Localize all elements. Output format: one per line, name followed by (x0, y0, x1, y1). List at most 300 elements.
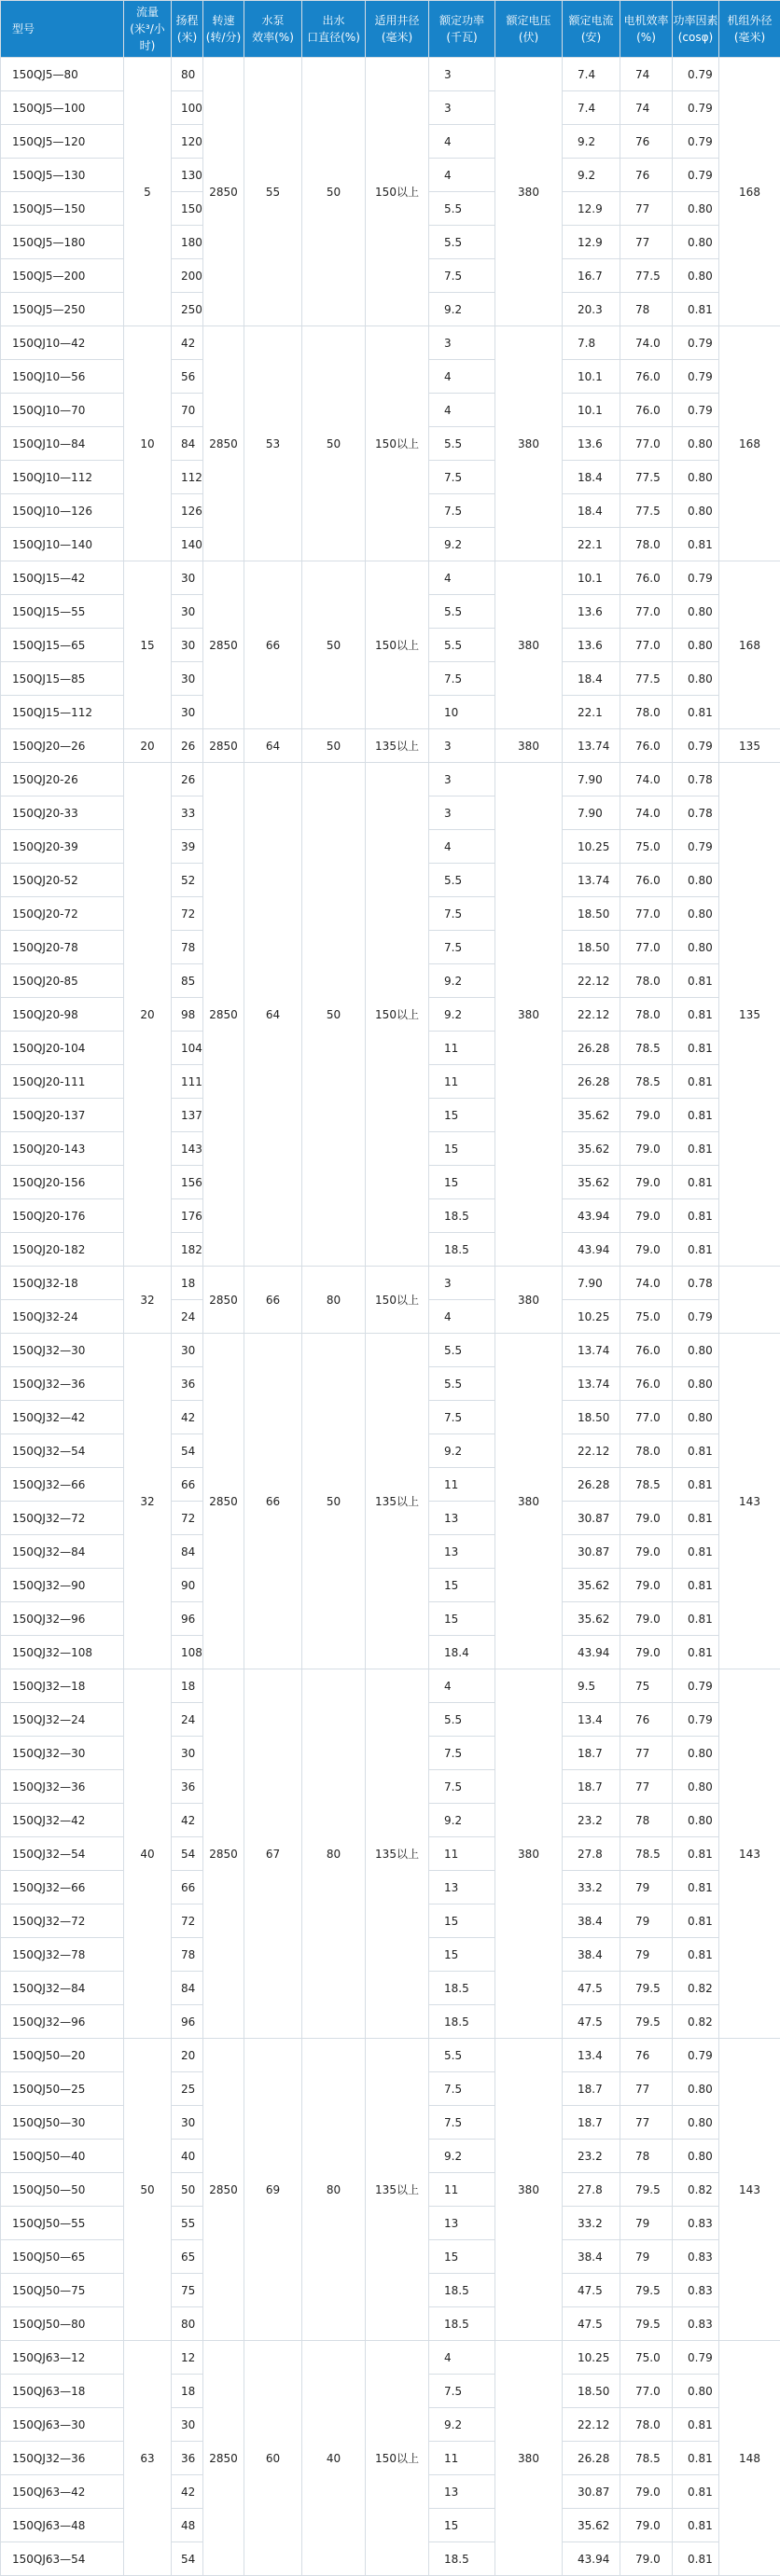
rated-current-cell: 26.28 (563, 1032, 620, 1065)
header-power-factor (673, 1, 719, 58)
table-row (1, 58, 780, 91)
rated-power-cell: 9.2 (429, 1434, 495, 1468)
model-cell: 150QJ32—30 (1, 1334, 124, 1367)
rated-power-cell: 9.2 (429, 528, 495, 561)
speed-cell: 2850 (203, 729, 244, 763)
rated-current-cell: 22.1 (563, 528, 620, 561)
motor-efficiency-cell: 78.5 (620, 1837, 673, 1871)
rated-current-cell: 18.4 (563, 662, 620, 696)
head-cell: 30 (172, 595, 203, 629)
motor-efficiency-cell: 77.5 (620, 461, 673, 494)
power-factor-cell: 0.81 (673, 1502, 719, 1535)
rated-power-cell: 13 (429, 1502, 495, 1535)
head-cell: 150 (172, 192, 203, 226)
rated-current-cell: 7.90 (563, 1267, 620, 1300)
rated-power-cell: 11 (429, 2442, 495, 2475)
power-factor-cell: 0.83 (673, 2207, 719, 2240)
pump-efficiency-cell: 67 (244, 1669, 302, 2039)
rated-power-cell: 7.5 (429, 2072, 495, 2106)
rated-power-cell: 4 (429, 1669, 495, 1703)
motor-efficiency-cell: 78.0 (620, 998, 673, 1032)
outer-diameter-cell: 135 (719, 729, 780, 763)
motor-efficiency-cell: 76 (620, 159, 673, 192)
head-cell: 104 (172, 1032, 203, 1065)
rated-power-cell: 15 (429, 1602, 495, 1636)
model-cell: 150QJ20-39 (1, 830, 124, 864)
motor-efficiency-cell: 78.0 (620, 1434, 673, 1468)
head-cell: 18 (172, 1669, 203, 1703)
head-cell: 36 (172, 2442, 203, 2475)
rated-current-cell: 38.4 (563, 1904, 620, 1938)
rated-current-cell: 43.94 (563, 1636, 620, 1669)
head-cell: 55 (172, 2207, 203, 2240)
rated-power-cell: 9.2 (429, 2140, 495, 2173)
power-factor-cell: 0.81 (673, 1569, 719, 1602)
power-factor-cell: 0.80 (673, 1367, 719, 1401)
speed-cell: 2850 (203, 1334, 244, 1669)
power-factor-cell: 0.80 (673, 259, 719, 293)
power-factor-cell: 0.81 (673, 1468, 719, 1502)
power-factor-cell: 0.78 (673, 796, 719, 830)
motor-efficiency-cell: 74.0 (620, 1267, 673, 1300)
model-cell: 150QJ32—78 (1, 1938, 124, 1972)
power-factor-cell: 0.81 (673, 1166, 719, 1199)
motor-efficiency-cell: 77 (620, 1770, 673, 1804)
head-cell: 80 (172, 2307, 203, 2341)
rated-power-cell: 11 (429, 1837, 495, 1871)
motor-efficiency-cell: 77 (620, 226, 673, 259)
rated-voltage-cell: 380 (495, 2341, 563, 2576)
model-cell: 150QJ50—25 (1, 2072, 124, 2106)
well-diameter-cell: 150以上 (366, 763, 429, 1267)
motor-efficiency-cell: 78.5 (620, 1468, 673, 1502)
rated-power-cell: 18.5 (429, 2542, 495, 2576)
rated-power-cell: 7.5 (429, 1737, 495, 1770)
motor-efficiency-cell: 75.0 (620, 2341, 673, 2375)
header-flow (124, 1, 172, 58)
power-factor-cell: 0.81 (673, 2408, 719, 2442)
head-cell: 126 (172, 494, 203, 528)
head-cell: 100 (172, 91, 203, 125)
rated-power-cell: 7.5 (429, 662, 495, 696)
power-factor-cell: 0.78 (673, 1267, 719, 1300)
head-cell: 50 (172, 2173, 203, 2207)
model-cell: 150QJ32—36 (1, 1367, 124, 1401)
rated-power-cell: 15 (429, 1099, 495, 1132)
motor-efficiency-cell: 79.0 (620, 1233, 673, 1267)
power-factor-cell: 0.81 (673, 1065, 719, 1099)
model-cell: 150QJ5—130 (1, 159, 124, 192)
model-cell: 150QJ20-52 (1, 864, 124, 897)
rated-power-cell: 18.5 (429, 1972, 495, 2005)
motor-efficiency-cell: 77 (620, 2072, 673, 2106)
motor-efficiency-cell: 79.0 (620, 1166, 673, 1199)
table-row (1, 1669, 780, 1703)
head-cell: 30 (172, 662, 203, 696)
rated-power-cell: 5.5 (429, 1367, 495, 1401)
header-well-diameter-line1: 适用井径 (374, 14, 419, 27)
outlet-diameter-cell: 80 (302, 2039, 366, 2341)
motor-efficiency-cell: 78.5 (620, 1065, 673, 1099)
rated-power-cell: 5.5 (429, 864, 495, 897)
well-diameter-cell: 150以上 (366, 326, 429, 561)
power-factor-cell: 0.82 (673, 1972, 719, 2005)
rated-current-cell: 18.50 (563, 931, 620, 964)
motor-efficiency-cell: 79.0 (620, 2475, 673, 2509)
power-factor-cell: 0.80 (673, 1804, 719, 1837)
power-factor-cell: 0.81 (673, 1938, 719, 1972)
model-cell: 150QJ63—18 (1, 2375, 124, 2408)
rated-current-cell: 27.8 (563, 2173, 620, 2207)
head-cell: 120 (172, 125, 203, 159)
rated-voltage-cell: 380 (495, 1669, 563, 2039)
rated-power-cell: 13 (429, 1535, 495, 1569)
header-rated-current-line1: 额定电流 (568, 14, 613, 27)
header-outlet-diameter-line2: 口直径(%) (307, 31, 360, 44)
speed-cell: 2850 (203, 58, 244, 326)
head-cell: 20 (172, 2039, 203, 2072)
power-factor-cell: 0.81 (673, 1837, 719, 1871)
head-cell: 200 (172, 259, 203, 293)
rated-power-cell: 9.2 (429, 2408, 495, 2442)
rated-current-cell: 35.62 (563, 2509, 620, 2542)
rated-voltage-cell: 380 (495, 2039, 563, 2341)
rated-power-cell: 3 (429, 58, 495, 91)
well-diameter-cell: 135以上 (366, 729, 429, 763)
rated-current-cell: 18.50 (563, 897, 620, 931)
rated-current-cell: 9.5 (563, 1669, 620, 1703)
power-factor-cell: 0.80 (673, 461, 719, 494)
power-factor-cell: 0.79 (673, 125, 719, 159)
rated-power-cell: 7.5 (429, 494, 495, 528)
model-cell: 150QJ20-182 (1, 1233, 124, 1267)
head-cell: 84 (172, 427, 203, 461)
rated-current-cell: 13.6 (563, 595, 620, 629)
head-cell: 42 (172, 1401, 203, 1434)
motor-efficiency-cell: 76 (620, 2039, 673, 2072)
header-head-line1: 扬程 (175, 14, 198, 27)
rated-current-cell: 43.94 (563, 2542, 620, 2576)
well-diameter-cell: 135以上 (366, 1334, 429, 1669)
rated-current-cell: 12.9 (563, 226, 620, 259)
rated-current-cell: 43.94 (563, 1199, 620, 1233)
power-factor-cell: 0.81 (673, 1636, 719, 1669)
rated-power-cell: 7.5 (429, 1770, 495, 1804)
rated-voltage-cell: 380 (495, 763, 563, 1267)
motor-efficiency-cell: 77.0 (620, 897, 673, 931)
model-cell: 150QJ5—250 (1, 293, 124, 326)
rated-current-cell: 10.25 (563, 1300, 620, 1334)
motor-efficiency-cell: 79.0 (620, 1502, 673, 1535)
header-motor-efficiency-line2: (%) (636, 31, 656, 44)
model-cell: 150QJ32—36 (1, 2442, 124, 2475)
rated-current-cell: 38.4 (563, 2240, 620, 2274)
motor-efficiency-cell: 76.0 (620, 561, 673, 595)
head-cell: 40 (172, 2140, 203, 2173)
motor-efficiency-cell: 79 (620, 2240, 673, 2274)
outer-diameter-cell: 135 (719, 763, 780, 1267)
head-cell: 90 (172, 1569, 203, 1602)
outlet-diameter-cell: 50 (302, 58, 366, 326)
power-factor-cell: 0.79 (673, 2039, 719, 2072)
model-cell: 150QJ32—90 (1, 1569, 124, 1602)
motor-efficiency-cell: 77.5 (620, 259, 673, 293)
outlet-diameter-cell: 40 (302, 2341, 366, 2576)
model-cell: 150QJ20-26 (1, 763, 124, 796)
model-cell: 150QJ20-137 (1, 1099, 124, 1132)
header-head (172, 1, 203, 58)
speed-cell: 2850 (203, 1669, 244, 2039)
head-cell: 84 (172, 1972, 203, 2005)
motor-efficiency-cell: 78 (620, 1804, 673, 1837)
head-cell: 54 (172, 2542, 203, 2576)
header-well-diameter (366, 1, 429, 58)
table-row (1, 1334, 780, 1367)
head-cell: 39 (172, 830, 203, 864)
head-cell: 182 (172, 1233, 203, 1267)
power-factor-cell: 0.79 (673, 561, 719, 595)
table-body (1, 58, 780, 2576)
rated-power-cell: 4 (429, 561, 495, 595)
motor-efficiency-cell: 79.5 (620, 2307, 673, 2341)
rated-current-cell: 38.4 (563, 1938, 620, 1972)
rated-power-cell: 5.5 (429, 192, 495, 226)
rated-power-cell: 5.5 (429, 427, 495, 461)
motor-efficiency-cell: 79.0 (620, 1132, 673, 1166)
motor-efficiency-cell: 79 (620, 1871, 673, 1904)
rated-current-cell: 9.2 (563, 125, 620, 159)
model-cell: 150QJ32—54 (1, 1837, 124, 1871)
power-factor-cell: 0.81 (673, 2442, 719, 2475)
motor-efficiency-cell: 74.0 (620, 796, 673, 830)
outlet-diameter-cell: 50 (302, 1334, 366, 1669)
well-diameter-cell: 150以上 (366, 1267, 429, 1334)
rated-current-cell: 7.4 (563, 91, 620, 125)
header-head-line2: (米) (177, 31, 197, 44)
model-cell: 150QJ50—80 (1, 2307, 124, 2341)
power-factor-cell: 0.81 (673, 1032, 719, 1065)
power-factor-cell: 0.78 (673, 763, 719, 796)
rated-current-cell: 13.6 (563, 629, 620, 662)
rated-current-cell: 35.62 (563, 1166, 620, 1199)
motor-efficiency-cell: 74.0 (620, 326, 673, 360)
head-cell: 111 (172, 1065, 203, 1099)
power-factor-cell: 0.80 (673, 2072, 719, 2106)
outlet-diameter-cell: 50 (302, 729, 366, 763)
rated-power-cell: 18.5 (429, 2307, 495, 2341)
rated-current-cell: 13.74 (563, 864, 620, 897)
header-speed-line2: (转/分) (206, 31, 241, 44)
power-factor-cell: 0.79 (673, 1703, 719, 1737)
power-factor-cell: 0.81 (673, 1535, 719, 1569)
motor-efficiency-cell: 77.0 (620, 629, 673, 662)
head-cell: 137 (172, 1099, 203, 1132)
power-factor-cell: 0.82 (673, 2005, 719, 2039)
head-cell: 250 (172, 293, 203, 326)
header-pump-efficiency (244, 1, 302, 58)
outer-diameter-cell: 143 (719, 1334, 780, 1669)
model-cell: 150QJ20-111 (1, 1065, 124, 1099)
model-cell: 150QJ32—72 (1, 1904, 124, 1938)
header-rated-power-line2: (千瓦) (446, 31, 477, 44)
model-cell: 150QJ50—30 (1, 2106, 124, 2140)
well-diameter-cell: 150以上 (366, 561, 429, 729)
rated-current-cell: 10.1 (563, 360, 620, 394)
motor-efficiency-cell: 77 (620, 192, 673, 226)
rated-power-cell: 10 (429, 696, 495, 729)
head-cell: 36 (172, 1770, 203, 1804)
rated-power-cell: 15 (429, 1904, 495, 1938)
rated-current-cell: 13.74 (563, 1367, 620, 1401)
rated-power-cell: 11 (429, 2173, 495, 2207)
rated-current-cell: 43.94 (563, 1233, 620, 1267)
power-factor-cell: 0.80 (673, 1401, 719, 1434)
rated-power-cell: 13 (429, 2475, 495, 2509)
speed-cell: 2850 (203, 2039, 244, 2341)
model-cell: 150QJ50—20 (1, 2039, 124, 2072)
table-row (1, 2039, 780, 2072)
well-diameter-cell: 135以上 (366, 2039, 429, 2341)
motor-efficiency-cell: 75.0 (620, 830, 673, 864)
power-factor-cell: 0.81 (673, 1904, 719, 1938)
rated-power-cell: 4 (429, 2341, 495, 2375)
rated-power-cell: 7.5 (429, 461, 495, 494)
rated-current-cell: 47.5 (563, 2307, 620, 2341)
model-cell: 150QJ63—54 (1, 2542, 124, 2576)
motor-efficiency-cell: 76.0 (620, 360, 673, 394)
power-factor-cell: 0.80 (673, 662, 719, 696)
head-cell: 66 (172, 1871, 203, 1904)
power-factor-cell: 0.83 (673, 2274, 719, 2307)
head-cell: 72 (172, 1904, 203, 1938)
power-factor-cell: 0.81 (673, 1602, 719, 1636)
motor-efficiency-cell: 79.0 (620, 1099, 673, 1132)
rated-power-cell: 9.2 (429, 293, 495, 326)
head-cell: 30 (172, 2106, 203, 2140)
rated-current-cell: 13.4 (563, 2039, 620, 2072)
rated-power-cell: 13 (429, 1871, 495, 1904)
head-cell: 176 (172, 1199, 203, 1233)
rated-current-cell: 18.4 (563, 461, 620, 494)
rated-power-cell: 7.5 (429, 259, 495, 293)
motor-efficiency-cell: 78.0 (620, 696, 673, 729)
power-factor-cell: 0.80 (673, 595, 719, 629)
power-factor-cell: 0.81 (673, 2475, 719, 2509)
power-factor-cell: 0.79 (673, 159, 719, 192)
flow-cell: 32 (124, 1267, 172, 1334)
head-cell: 26 (172, 763, 203, 796)
motor-efficiency-cell: 79.5 (620, 1972, 673, 2005)
head-cell: 30 (172, 561, 203, 595)
rated-current-cell: 13.6 (563, 427, 620, 461)
power-factor-cell: 0.81 (673, 1099, 719, 1132)
motor-efficiency-cell: 76.0 (620, 1334, 673, 1367)
motor-efficiency-cell: 77.0 (620, 2375, 673, 2408)
rated-current-cell: 10.1 (563, 394, 620, 427)
rated-current-cell: 7.8 (563, 326, 620, 360)
model-cell: 150QJ32—96 (1, 1602, 124, 1636)
rated-power-cell: 9.2 (429, 998, 495, 1032)
motor-efficiency-cell: 77 (620, 2106, 673, 2140)
rated-power-cell: 11 (429, 1468, 495, 1502)
motor-efficiency-cell: 75.0 (620, 1300, 673, 1334)
head-cell: 26 (172, 729, 203, 763)
model-cell: 150QJ32—42 (1, 1804, 124, 1837)
rated-current-cell: 35.62 (563, 1099, 620, 1132)
motor-efficiency-cell: 78.0 (620, 528, 673, 561)
header-rated-power-line1: 额定功率 (439, 14, 484, 27)
model-cell: 150QJ32—66 (1, 1468, 124, 1502)
power-factor-cell: 0.80 (673, 1334, 719, 1367)
head-cell: 52 (172, 864, 203, 897)
motor-efficiency-cell: 79 (620, 1904, 673, 1938)
power-factor-cell: 0.80 (673, 1737, 719, 1770)
model-cell: 150QJ15—55 (1, 595, 124, 629)
rated-current-cell: 47.5 (563, 2005, 620, 2039)
rated-current-cell: 26.28 (563, 2442, 620, 2475)
model-cell: 150QJ10—126 (1, 494, 124, 528)
rated-current-cell: 13.74 (563, 1334, 620, 1367)
rated-power-cell: 5.5 (429, 629, 495, 662)
power-factor-cell: 0.79 (673, 729, 719, 763)
rated-current-cell: 18.7 (563, 1737, 620, 1770)
header-pump-efficiency-line1: 水泵 (261, 14, 284, 27)
rated-current-cell: 7.4 (563, 58, 620, 91)
header-rated-voltage-line1: 额定电压 (506, 14, 550, 27)
head-cell: 143 (172, 1132, 203, 1166)
model-cell: 150QJ32-24 (1, 1300, 124, 1334)
rated-current-cell: 47.5 (563, 1972, 620, 2005)
outer-diameter-cell: 148 (719, 2341, 780, 2576)
rated-current-cell: 12.9 (563, 192, 620, 226)
motor-efficiency-cell: 79.0 (620, 2542, 673, 2576)
rated-power-cell: 4 (429, 360, 495, 394)
head-cell: 30 (172, 1334, 203, 1367)
model-cell: 150QJ5—180 (1, 226, 124, 259)
head-cell: 96 (172, 2005, 203, 2039)
head-cell: 42 (172, 2475, 203, 2509)
head-cell: 156 (172, 1166, 203, 1199)
head-cell: 30 (172, 2408, 203, 2442)
power-factor-cell: 0.79 (673, 326, 719, 360)
well-diameter-cell: 150以上 (366, 58, 429, 326)
model-cell: 150QJ50—40 (1, 2140, 124, 2173)
motor-efficiency-cell: 79.0 (620, 1535, 673, 1569)
header-model: 型号 (1, 1, 124, 58)
head-cell: 54 (172, 1837, 203, 1871)
model-cell: 150QJ50—65 (1, 2240, 124, 2274)
head-cell: 75 (172, 2274, 203, 2307)
head-cell: 42 (172, 1804, 203, 1837)
header-power-factor-line1: 功率因素 (673, 14, 717, 27)
motor-efficiency-cell: 76.0 (620, 729, 673, 763)
head-cell: 18 (172, 1267, 203, 1300)
model-cell: 150QJ15—112 (1, 696, 124, 729)
power-factor-cell: 0.80 (673, 2106, 719, 2140)
model-cell: 150QJ20-104 (1, 1032, 124, 1065)
rated-power-cell: 9.2 (429, 964, 495, 998)
pump-efficiency-cell: 66 (244, 561, 302, 729)
head-cell: 56 (172, 360, 203, 394)
header-well-diameter-line2: (毫米) (382, 31, 412, 44)
header-speed-line1: 转速 (212, 14, 234, 27)
model-cell: 150QJ63—48 (1, 2509, 124, 2542)
head-cell: 36 (172, 1367, 203, 1401)
motor-efficiency-cell: 77.0 (620, 427, 673, 461)
rated-power-cell: 15 (429, 1132, 495, 1166)
model-cell: 150QJ32—18 (1, 1669, 124, 1703)
model-cell: 150QJ5—80 (1, 58, 124, 91)
